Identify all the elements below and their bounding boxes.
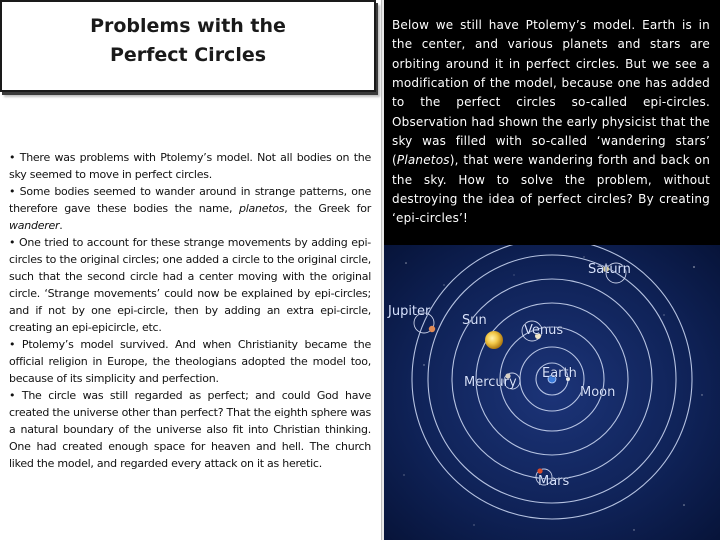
label-saturn: Saturn	[588, 262, 631, 277]
bullet-text: .	[59, 219, 63, 232]
bullet-item	[9, 183, 371, 234]
label-moon: Moon	[580, 385, 616, 400]
bullet-item: • There was problems with Ptolemy’s model. Not all bodies on the sky seemed to move in perfect circles.	[9, 151, 371, 181]
bullet-text: , the Greek for	[284, 202, 372, 215]
intro-text: ), that were wandering forth and back on the sky. How to solve the problem, without destroying the idea of perfect circles? By creating ‘epi-circles’!	[392, 153, 710, 226]
intro-emphasis: Planetos	[396, 153, 450, 168]
bullet-item: • Ptolemy’s model survived. And when Christianity became the official religion in Europe, the theologians adopted the model too, because of its simplicity and perfection.	[9, 338, 371, 385]
intro-text: Below we still have Ptolemy’s model. Earth is in the center, and various planets and stars are orbiting around it in perfect circles. But we see a modification of the model, because one has added to the perfect circles so-called epi-circles. Observation had shown the early physicist that the sky was filled with so-called ‘wandering stars’ (	[392, 18, 710, 168]
right-pane	[384, 0, 720, 540]
label-jupiter: Jupiter	[388, 304, 431, 319]
jupiter-body	[429, 326, 435, 332]
diagram-background	[384, 245, 720, 540]
label-earth: Earth	[542, 366, 577, 381]
bullet-emphasis: wanderer	[9, 219, 60, 232]
ptolemaic-model-diagram	[384, 245, 720, 540]
bullet-emphasis: planetos	[238, 202, 285, 215]
slide-title: Problems with the Perfect Circles	[90, 15, 286, 66]
intro-paragraph	[392, 16, 710, 229]
bullet-text: • Some bodies seemed to wander around in strange patterns, one therefore gave these bodies the name,	[9, 185, 371, 215]
label-sun: Sun	[462, 313, 487, 328]
bullet-item: • One tried to account for these strange movements by adding epi-circles to the original circles; one added a circle to the original circle, such that the second circle had a center moving with the original circle. ‘Strange movements’ could now be explained by epi-circles; and if not by one epi-circle, then by adding an extra epi-circle, creating an epi-epicircle, etc.	[9, 236, 371, 334]
bullet-item: • The circle was still regarded as perfect; and could God have created the universe other than perfect? That the eighth sphere was a natural boundary of the universe also fit into Christian thinking. One had created enough space for heaven and hell. The church liked the model, and regarded every attack on it as heretic.	[9, 389, 371, 470]
bullet-list	[9, 149, 371, 472]
mars-body	[537, 468, 542, 473]
label-mars: Mars	[538, 474, 570, 489]
sun-body	[485, 331, 503, 349]
label-venus: Venus	[524, 323, 564, 338]
title-box	[0, 0, 376, 92]
label-mercury: Mercury	[464, 375, 517, 390]
